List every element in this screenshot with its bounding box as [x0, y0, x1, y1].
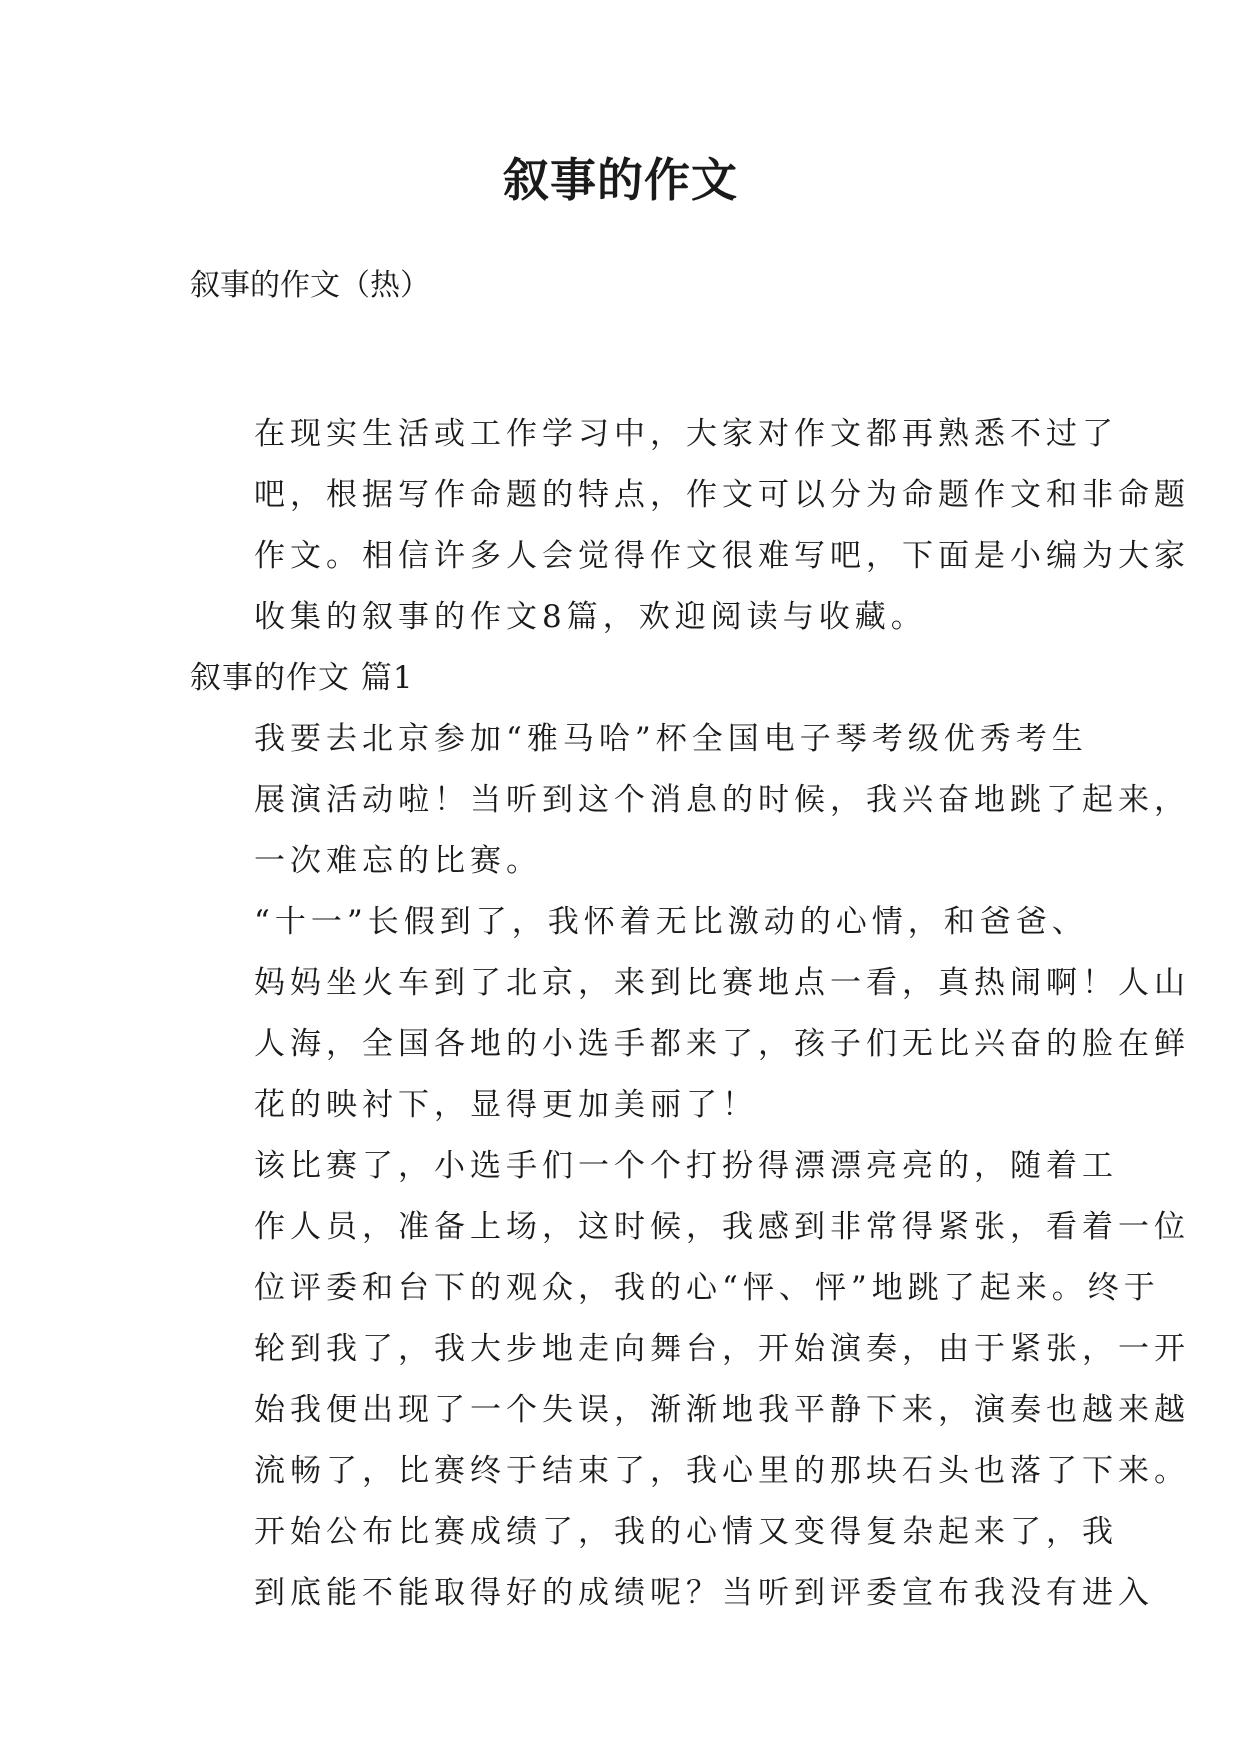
- text-line: 位评委和台下的观众，我的心“怦、怦”地跳了起来。终于: [254, 1270, 1160, 1306]
- text-line: 妈妈坐火车到了北京，来到比赛地点一看，真热闹啊！人山: [254, 965, 1190, 1001]
- text-line: 我要去北京参加“雅马哈”杯全国电子琴考级优秀考生: [254, 721, 1088, 757]
- text-line: 展演活动啦！当听到这个消息的时候，我兴奋地跳了起来，: [254, 782, 1190, 818]
- text-line: 始我便出现了一个失误，渐渐地我平静下来，演奏也越来越: [254, 1392, 1190, 1428]
- text-line: 作文。相信许多人会觉得作文很难写吧，下面是小编为大家: [254, 538, 1190, 574]
- text-line: 轮到我了，我大步地走向舞台，开始演奏，由于紧张，一开: [254, 1331, 1190, 1367]
- body-paragraph: [190, 1136, 1190, 1502]
- text-line: 收集的叙事的作文8篇，欢迎阅读与收藏。: [254, 599, 927, 635]
- text-line: 到底能不能取得好的成绩呢？当听到评委宣布我没有进入: [254, 1575, 1154, 1611]
- text-line: 一次难忘的比赛。: [254, 843, 542, 879]
- text-line: 作人员，准备上场，这时候，我感到非常得紧张，看着一位: [254, 1209, 1190, 1245]
- text-line: 人海，全国各地的小选手都来了，孩子们无比兴奋的脸在鲜: [254, 1026, 1190, 1062]
- body-paragraph: [190, 404, 1190, 648]
- text-line: 花的映衬下，显得更加美丽了！: [254, 1087, 758, 1123]
- essay-heading: [190, 648, 1050, 709]
- text-line: 流畅了，比赛终于结束了，我心里的那块石头也落了下来。: [254, 1453, 1190, 1489]
- text-line: 该比赛了，小选手们一个个打扮得漂漂亮亮的，随着工: [254, 1148, 1118, 1184]
- document-body: [190, 404, 1190, 1624]
- body-paragraph: [190, 709, 1190, 892]
- text-line: 叙事的作文 篇1: [190, 660, 414, 696]
- body-paragraph: [190, 1502, 1154, 1624]
- text-line: 在现实生活或工作学习中，大家对作文都再熟悉不过了: [254, 416, 1118, 452]
- document-title: 叙事的作文: [503, 153, 738, 207]
- text-line: 吧，根据写作命题的特点，作文可以分为命题作文和非命题: [254, 477, 1190, 513]
- text-line: 开始公布比赛成绩了，我的心情又变得复杂起来了，我: [254, 1514, 1118, 1550]
- body-paragraph: [190, 892, 1190, 1136]
- document-subtitle: 叙事的作文（热）: [190, 268, 430, 303]
- text-line: “十一”长假到了，我怀着无比激动的心情，和爸爸、: [254, 904, 1088, 940]
